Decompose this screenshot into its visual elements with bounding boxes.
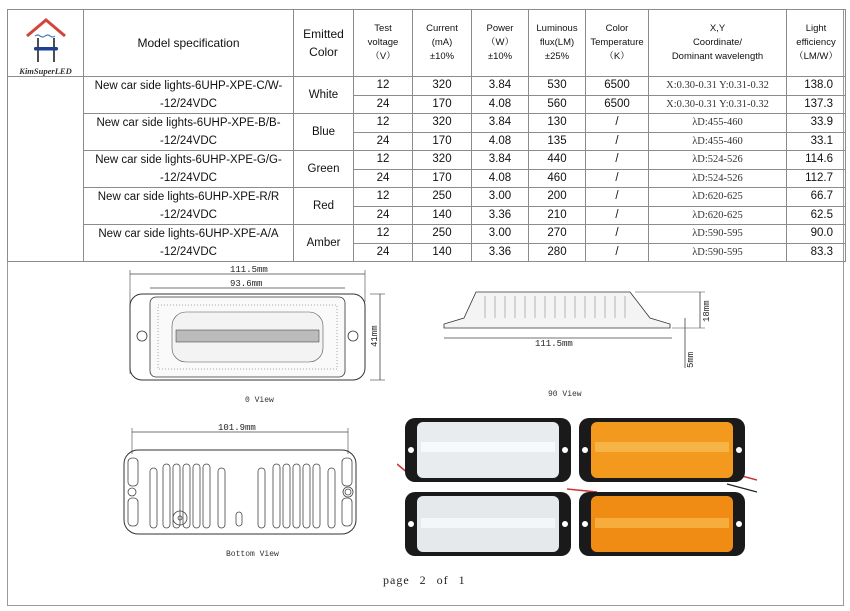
power-cell: 3.84 bbox=[472, 151, 529, 170]
flux-cell: 560 bbox=[529, 95, 586, 114]
page-number: 2 bbox=[419, 573, 427, 587]
cct-cell: / bbox=[586, 151, 649, 170]
table-row bbox=[8, 151, 846, 170]
voltage-cell: 24 bbox=[354, 95, 413, 114]
current-cell: 170 bbox=[413, 95, 472, 114]
house-roof-logo-icon bbox=[21, 14, 71, 64]
efficiency-cell: 62.5 bbox=[787, 206, 846, 225]
table-row bbox=[8, 188, 846, 207]
coord-cell: λD:455-460 bbox=[649, 114, 787, 133]
cct-cell: / bbox=[586, 225, 649, 244]
power-cell: 3.84 bbox=[472, 114, 529, 133]
coord-cell: λD:455-460 bbox=[649, 132, 787, 151]
side-base-height-label: 5mm bbox=[686, 351, 696, 368]
emitted-color-cell: Green bbox=[294, 151, 354, 188]
voltage-cell: 24 bbox=[354, 206, 413, 225]
efficiency-cell: 112.7 bbox=[787, 169, 846, 188]
emitted-color-cell: White bbox=[294, 77, 354, 114]
front-width-label: 111.5mm bbox=[230, 265, 268, 275]
logo-column-spacer bbox=[8, 95, 84, 114]
spec-table bbox=[7, 9, 846, 262]
product-photo bbox=[397, 414, 757, 564]
efficiency-cell: 33.9 bbox=[787, 114, 846, 133]
header-cct: Color Temperature （K） bbox=[586, 10, 649, 77]
efficiency-cell: 114.6 bbox=[787, 151, 846, 170]
current-cell: 320 bbox=[413, 114, 472, 133]
model-spec-cell: New car side lights-6UHP-XPE-B/B- -12/24VDC bbox=[84, 114, 294, 151]
side-width-label: 111.5mm bbox=[535, 339, 573, 349]
cct-cell: / bbox=[586, 114, 649, 133]
flux-cell: 210 bbox=[529, 206, 586, 225]
bottom-view-drawing bbox=[118, 420, 368, 540]
flux-cell: 440 bbox=[529, 151, 586, 170]
logo-column-spacer bbox=[8, 169, 84, 188]
front-view-drawing bbox=[120, 262, 390, 392]
header-flux: Luminous flux(LM) ±25% bbox=[529, 10, 586, 77]
header-color: Emitted Color bbox=[294, 10, 354, 77]
current-cell: 170 bbox=[413, 169, 472, 188]
header-efficiency: Light efficiency （LM/W） bbox=[787, 10, 846, 77]
model-spec-cell: New car side lights-6UHP-XPE-G/G- -12/24VDC bbox=[84, 151, 294, 188]
model-spec-cell: New car side lights-6UHP-XPE-R/R -12/24VDC bbox=[84, 188, 294, 225]
voltage-cell: 24 bbox=[354, 243, 413, 262]
flux-cell: 130 bbox=[529, 114, 586, 133]
table-header-row bbox=[8, 10, 846, 77]
coord-cell: λD:524-526 bbox=[649, 169, 787, 188]
coord-cell: X:0.30-0.31 Y:0.31-0.32 bbox=[649, 77, 787, 96]
header-voltage: Test voltage （V） bbox=[354, 10, 413, 77]
power-cell: 4.08 bbox=[472, 95, 529, 114]
side-view-drawing bbox=[440, 288, 720, 378]
efficiency-cell: 33.1 bbox=[787, 132, 846, 151]
logo-column-spacer bbox=[8, 206, 84, 225]
model-spec-cell: New car side lights-6UHP-XPE-C/W- -12/24VDC bbox=[84, 77, 294, 114]
cct-cell: 6500 bbox=[586, 95, 649, 114]
voltage-cell: 24 bbox=[354, 132, 413, 151]
bottom-width-label: 101.9mm bbox=[218, 423, 256, 433]
voltage-cell: 24 bbox=[354, 169, 413, 188]
voltage-cell: 12 bbox=[354, 188, 413, 207]
cct-cell: / bbox=[586, 132, 649, 151]
logo-column-spacer bbox=[8, 151, 84, 170]
header-power: Power （W） ±10% bbox=[472, 10, 529, 77]
cct-cell: / bbox=[586, 188, 649, 207]
logo-column-spacer bbox=[8, 243, 84, 262]
coord-cell: λD:620-625 bbox=[649, 206, 787, 225]
voltage-cell: 12 bbox=[354, 114, 413, 133]
coord-cell: λD:620-625 bbox=[649, 188, 787, 207]
efficiency-cell: 137.3 bbox=[787, 95, 846, 114]
model-spec-cell: New car side lights-6UHP-XPE-A/A -12/24VDC bbox=[84, 225, 294, 262]
voltage-cell: 12 bbox=[354, 151, 413, 170]
efficiency-cell: 83.3 bbox=[787, 243, 846, 262]
emitted-color-cell: Red bbox=[294, 188, 354, 225]
cct-cell: / bbox=[586, 206, 649, 225]
front-view-caption: 0 View bbox=[245, 396, 274, 405]
current-cell: 250 bbox=[413, 225, 472, 244]
emitted-color-cell: Blue bbox=[294, 114, 354, 151]
logo-column-spacer bbox=[8, 114, 84, 133]
page-footer: page 2 of 1 bbox=[383, 573, 466, 587]
cct-cell: / bbox=[586, 243, 649, 262]
logo bbox=[8, 10, 84, 77]
header-model: Model specification bbox=[84, 10, 294, 77]
logo-column-spacer bbox=[8, 132, 84, 151]
flux-cell: 135 bbox=[529, 132, 586, 151]
page-total: 1 bbox=[458, 573, 466, 587]
cct-cell: 6500 bbox=[586, 77, 649, 96]
current-cell: 140 bbox=[413, 206, 472, 225]
flux-cell: 530 bbox=[529, 77, 586, 96]
efficiency-cell: 90.0 bbox=[787, 225, 846, 244]
cct-cell: / bbox=[586, 169, 649, 188]
side-view-caption: 90 View bbox=[548, 390, 582, 399]
current-cell: 320 bbox=[413, 151, 472, 170]
current-cell: 320 bbox=[413, 77, 472, 96]
logo-column-spacer bbox=[8, 188, 84, 207]
coord-cell: λD:590-595 bbox=[649, 243, 787, 262]
power-cell: 3.36 bbox=[472, 206, 529, 225]
power-cell: 4.08 bbox=[472, 132, 529, 151]
power-cell: 3.00 bbox=[472, 225, 529, 244]
table-row bbox=[8, 77, 846, 96]
flux-cell: 460 bbox=[529, 169, 586, 188]
coord-cell: λD:524-526 bbox=[649, 151, 787, 170]
current-cell: 170 bbox=[413, 132, 472, 151]
efficiency-cell: 138.0 bbox=[787, 77, 846, 96]
flux-cell: 200 bbox=[529, 188, 586, 207]
header-current: Current (mA) ±10% bbox=[413, 10, 472, 77]
power-cell: 3.00 bbox=[472, 188, 529, 207]
voltage-cell: 12 bbox=[354, 77, 413, 96]
front-lens-width-label: 93.6mm bbox=[230, 279, 263, 289]
current-cell: 250 bbox=[413, 188, 472, 207]
power-cell: 4.08 bbox=[472, 169, 529, 188]
efficiency-cell: 66.7 bbox=[787, 188, 846, 207]
emitted-color-cell: Amber bbox=[294, 225, 354, 262]
flux-cell: 270 bbox=[529, 225, 586, 244]
power-cell: 3.36 bbox=[472, 243, 529, 262]
side-lens-height-label: 18mm bbox=[702, 300, 712, 322]
flux-cell: 280 bbox=[529, 243, 586, 262]
voltage-cell: 12 bbox=[354, 225, 413, 244]
front-height-label: 41mm bbox=[370, 325, 380, 347]
table-row bbox=[8, 225, 846, 244]
current-cell: 140 bbox=[413, 243, 472, 262]
coord-cell: λD:590-595 bbox=[649, 225, 787, 244]
logo-column-spacer bbox=[8, 77, 84, 96]
table-row bbox=[8, 114, 846, 133]
power-cell: 3.84 bbox=[472, 77, 529, 96]
bottom-view-caption: Bottom View bbox=[226, 550, 279, 559]
coord-cell: X:0.30-0.31 Y:0.31-0.32 bbox=[649, 95, 787, 114]
logo-column-spacer bbox=[8, 225, 84, 244]
brand-name: KimSuperLED bbox=[19, 66, 72, 76]
header-coord: X,Y Coordinate/ Dominant wavelength bbox=[649, 10, 787, 77]
